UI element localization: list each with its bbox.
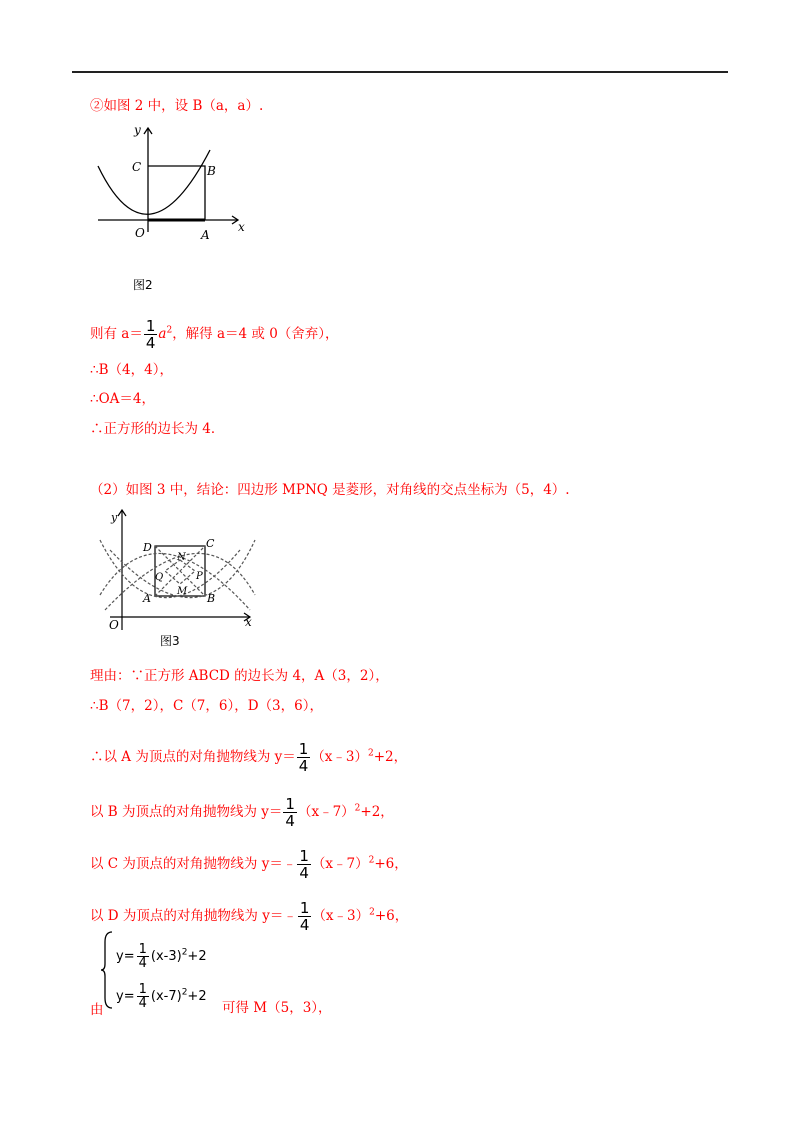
fig2-label-c: C — [132, 160, 142, 174]
system-eq1: y= $\frac{1}{4}$ $(x-3)^2+2$ — [116, 942, 207, 971]
parabola — [98, 150, 210, 214]
eq-suffix: ，解得 a＝4 或 0（舍弃）， — [172, 326, 339, 342]
figure-3 — [90, 505, 260, 640]
parabola-c-line: 以 C 为顶点的对角抛物线为 y＝﹣ $\frac{1}{4}$ （x﹣7）$^2$+6， — [90, 847, 408, 882]
line-oa: ∴OA＝4， — [90, 391, 155, 407]
fig3-label-d: D — [143, 541, 152, 554]
fraction-quarter: $\frac{1}{4}$ — [299, 899, 310, 934]
eq-prefix: 则有 a＝ — [90, 326, 143, 342]
system-brace — [100, 930, 114, 1010]
parabola-d-line: 以 D 为顶点的对角抛物线为 y＝﹣ $\frac{1}{4}$ （x﹣3）$^2$+6， — [90, 899, 409, 934]
fig3-label-p: P — [196, 571, 203, 582]
fig3-label-m: M — [177, 586, 188, 597]
fig2-label-a: A — [201, 228, 210, 240]
fig3-caption: 图3 — [160, 634, 180, 648]
part2-intro: （2）如图 3 中，结论：四边形 MPNQ 是菱形，对角线的交点坐标为（5，4）. — [90, 482, 570, 498]
part2-sub-intro: ②如图 2 中，设 B（a，a）. — [90, 98, 264, 114]
fig3-label-c: C — [206, 537, 215, 550]
figure-2 — [88, 120, 248, 240]
system-lead: 由 — [90, 1002, 104, 1018]
rhombus-mpnq — [165, 560, 195, 584]
fig3-label-x: x — [245, 615, 252, 629]
equation-line — [90, 318, 339, 351]
header-rule — [72, 71, 728, 73]
fraction-quarter: $\frac{1}{4}$ — [145, 317, 156, 352]
fig3-label-a: A — [143, 592, 151, 605]
parabola-b-line: 以 B 为顶点的对角抛物线为 y＝ $\frac{1}{4}$ （x﹣7）$^2$+2， — [90, 795, 394, 830]
fig2-label-b: B — [207, 164, 216, 178]
fig2-label-x: x — [238, 220, 245, 234]
system-eq2: y= $\frac{1}{4}$ $(x-7)^2+2$ — [116, 982, 207, 1011]
fig3-label-n: N — [177, 552, 186, 563]
fig2-caption: 图2 — [133, 278, 153, 292]
fig2-label-y: y — [134, 123, 141, 137]
line-side: ∴正方形的边长为 4． — [90, 421, 225, 437]
fraction-quarter: $\frac{1}{4}$ — [285, 795, 295, 830]
eq-var-a: a — [158, 326, 167, 342]
fig3-label-y: y — [111, 511, 118, 524]
eq-sup: 2 — [166, 325, 173, 336]
line-b: ∴B（4，4）， — [90, 362, 173, 378]
fraction-quarter: $\frac{1}{4}$ — [298, 740, 309, 775]
points-line: ∴B（7，2），C（7，6），D（3，6）， — [90, 698, 323, 714]
reason-line: 理由：∵正方形 ABCD 的边长为 4，A（3，2）， — [90, 668, 389, 684]
fig2-label-o: O — [135, 226, 145, 240]
fig3-label-q: Q — [155, 572, 164, 583]
fig3-label-o: O — [109, 618, 119, 632]
fig3-label-b: B — [207, 592, 216, 605]
fraction-quarter: $\frac{1}{4}$ — [299, 847, 309, 882]
parabola-a-line: ∴以 A 为顶点的对角抛物线为 y＝ $\frac{1}{4}$ （x﹣3）$^2$+2， — [90, 740, 408, 775]
system-result: 可得 M（5，3）， — [222, 1000, 332, 1016]
